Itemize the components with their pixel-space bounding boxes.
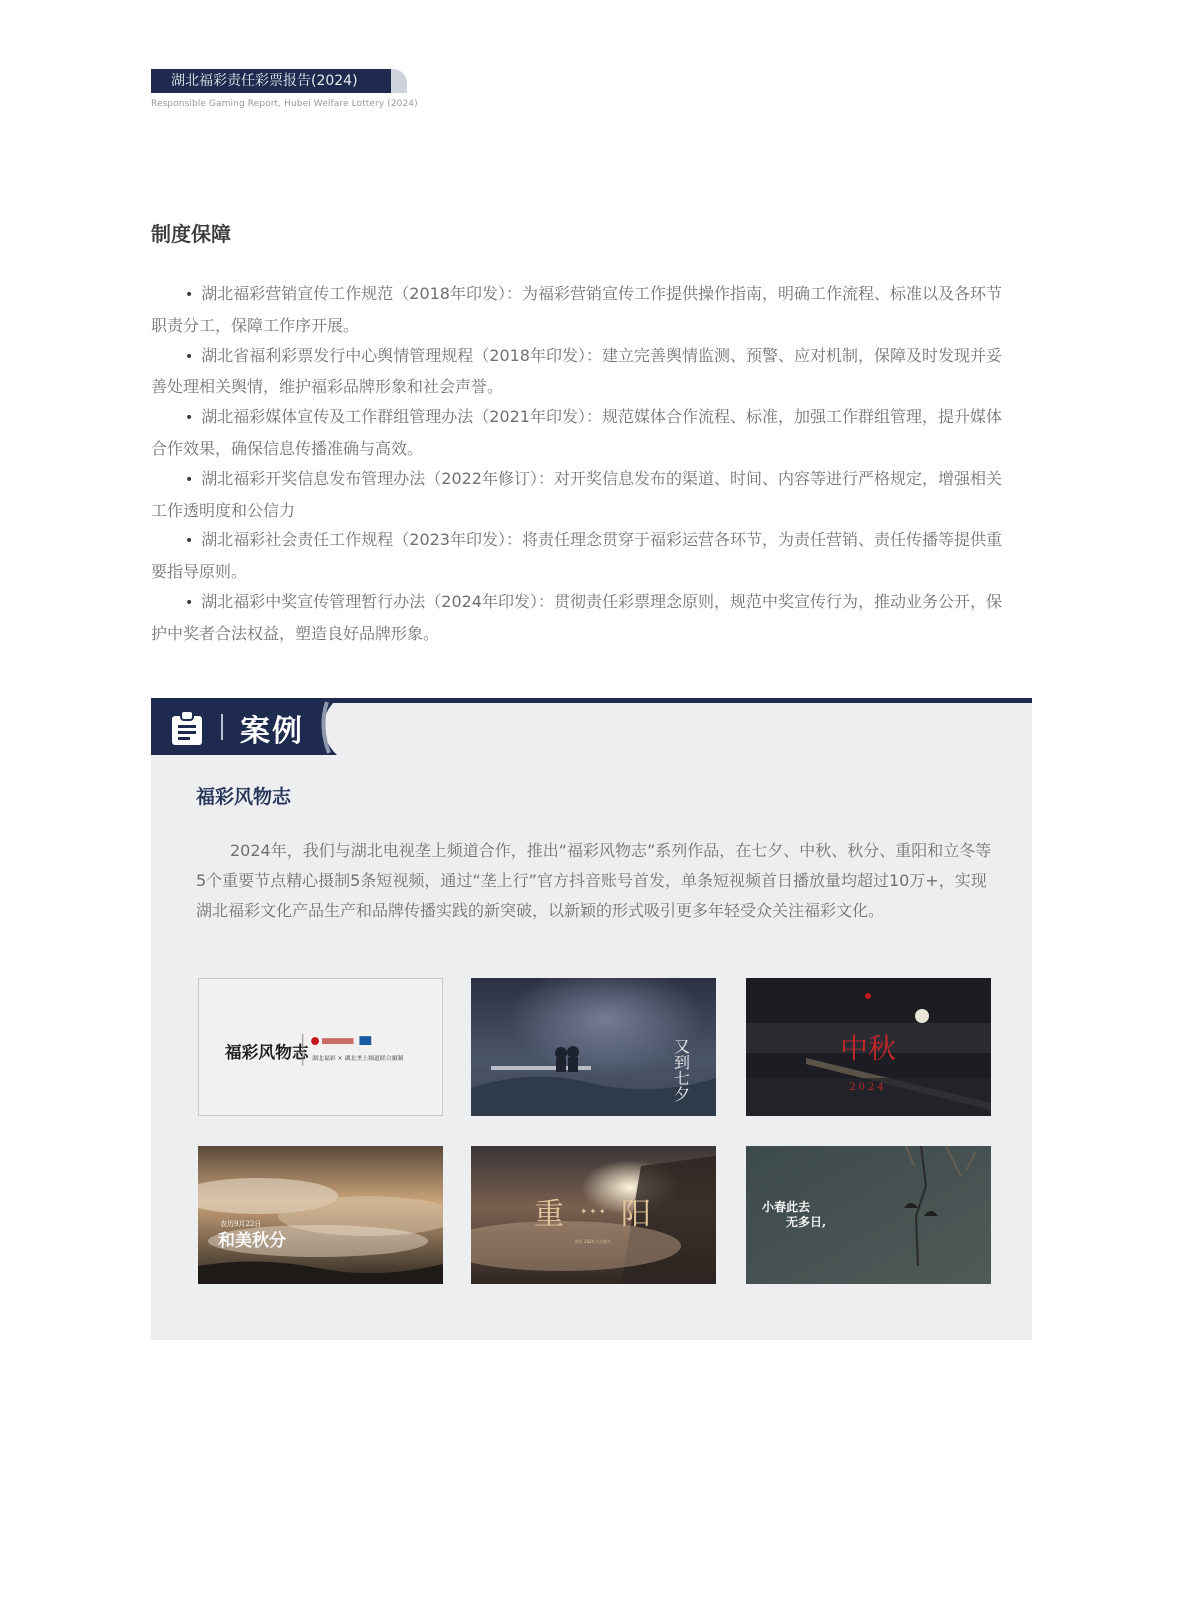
winter-line1: 小春此去 xyxy=(762,1200,811,1214)
thumbnail-winter xyxy=(746,1146,991,1284)
rule-item: • 湖北福彩开奖信息发布管理办法（2022年修订）：对开奖信息发布的渠道、时间、内容等进行严格规定，增强相关工作透明度和公信力 xyxy=(151,468,1002,520)
double-ninth-left: 重 xyxy=(534,1197,564,1232)
bullet-icon: • xyxy=(185,594,194,611)
mid-autumn-title: 中秋 xyxy=(839,1032,897,1065)
case-tab xyxy=(151,698,339,755)
bullet-icon: • xyxy=(185,533,194,550)
rules-list xyxy=(151,279,1017,649)
mid-autumn-art xyxy=(746,978,991,1116)
thumbnail-qixi xyxy=(471,978,716,1116)
bullet-icon: • xyxy=(185,287,194,303)
mid-autumn-year: 2024 xyxy=(849,1082,887,1093)
bullet-icon: • xyxy=(185,471,194,488)
logo-caption: 湖北福彩 × 湖北垄上频道联合摄制 xyxy=(312,1055,404,1062)
qixi-art xyxy=(471,978,716,1116)
case-body: 2024年，我们与湖北电视垄上频道合作，推出“福彩风物志”系列作品，在七夕、中秋、秋分、重阳和立冬等5个重要节点精心摄制5条短视频，通过“垄上行”官方抖音账号首发，单条短视频首日播放量均超过10万+，实现湖北福彩文化产品生产和品牌传播实践的新突破，以新颖的形式吸引更多年轻受众关注福彩文化。 xyxy=(196,841,992,920)
logo-card-art xyxy=(199,979,442,1115)
thumbnail-double-ninth xyxy=(471,1146,716,1284)
thumbnail-autumn-equinox xyxy=(198,1146,443,1284)
rule-item: • 湖北福彩媒体宣传及工作群组管理办法（2021年印发）：规范媒体合作流程、标准，加强工作群组管理，提升媒体合作效果，确保信息传播准确与高效。 xyxy=(151,407,1002,458)
winter-art xyxy=(746,1146,991,1284)
rule-item: • 湖北福彩营销宣传工作规范（2018年印发）：为福彩营销宣传工作提供操作指南，明确工作流程、标准以及各环节职责分工，保障工作序开展。 xyxy=(151,284,1002,335)
section-title: 制度保障 xyxy=(151,222,231,246)
rule-item: • 湖北福彩中奖宣传管理暂行办法（2024年印发）：贯彻责任彩票理念原则，规范中奖宣传行为，推动业务公开，保护中奖者合法权益，塑造良好品牌形象。 xyxy=(151,591,1002,643)
case-tab-label: 案例 xyxy=(240,714,304,749)
sparkle-icon: ✦ ✦ ✦ xyxy=(580,1207,606,1216)
autumn-equinox-art xyxy=(198,1146,443,1284)
bullet-icon: • xyxy=(185,410,194,427)
thumbnail-mid-autumn xyxy=(746,978,991,1116)
qixi-title: 又到七夕 xyxy=(671,1038,691,1102)
thumbnail-logo-card xyxy=(198,978,443,1116)
rule-item: • 湖北福彩社会责任工作规程（2023年印发）：将责任理念贯穿于福彩运营各环节，为责任营销、责任传播等提供重要指导原则。 xyxy=(151,530,1002,582)
case-tab-divider xyxy=(221,714,223,740)
equinox-title: 和美秋分 xyxy=(218,1231,286,1251)
winter-line2: 无多日, xyxy=(786,1215,827,1229)
logo-title: 福彩风物志 xyxy=(224,1041,309,1062)
case-title: 福彩风物志 xyxy=(196,786,292,808)
double-ninth-right: 阳 xyxy=(621,1197,651,1232)
report-title: 湖北福彩责任彩票报告(2024) xyxy=(151,69,391,93)
double-ninth-caption: 农历 2024 九月初九 xyxy=(574,1239,612,1244)
report-subtitle: Responsible Gaming Report, Hubei Welfare Lottery (2024) xyxy=(151,99,418,109)
double-ninth-art xyxy=(471,1146,716,1284)
rule-item: • 湖北省福利彩票发行中心舆情管理规程（2018年印发）：建立完善舆情监测、预警、应对机制，保障及时发现并妥善处理相关舆情，维护福彩品牌形象和社会声誉。 xyxy=(151,345,1002,397)
equinox-date: 农历9月22日 xyxy=(220,1220,262,1228)
bullet-icon: • xyxy=(185,348,194,365)
report-header-tab xyxy=(151,69,409,93)
clipboard-icon xyxy=(170,710,204,746)
